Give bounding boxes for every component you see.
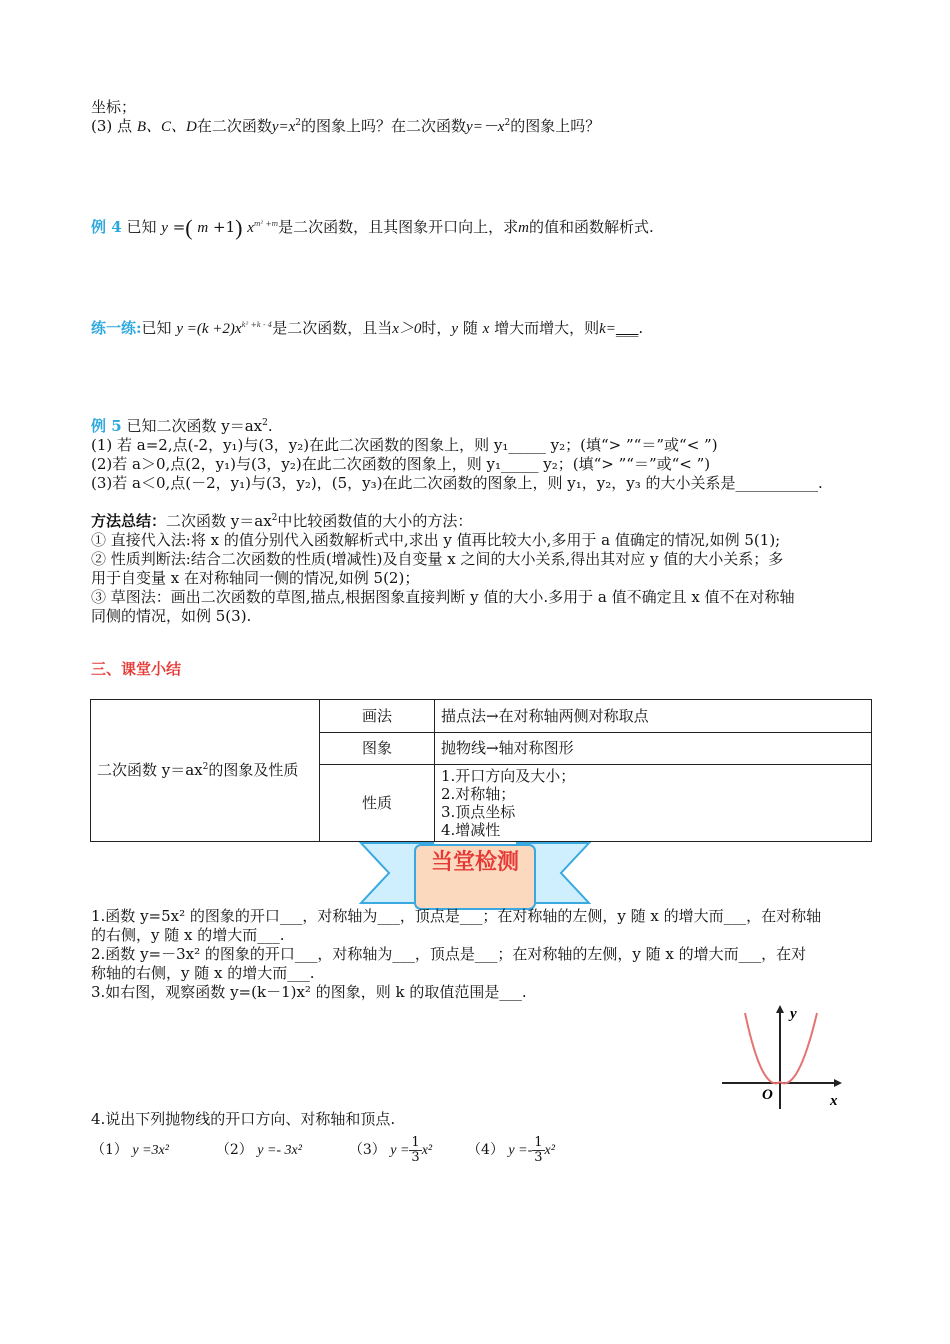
row-value-drawing: 描点法→在对称轴两侧对称取点 xyxy=(435,700,872,733)
example-5-q3: (3)若 a＜0,点(－2，y₁)与(3，y₂)，(5，y₃)在此二次函数的图象上，则 y₁，y₂，y₃ 的大小关系是___________. xyxy=(91,474,823,492)
method-2a: ② 性质判断法:结合二次函数的性质(增减性)及自变量 x 之间的大小关系,得出其对应 y 值的大小关系；多 xyxy=(91,550,784,568)
parabola-graph xyxy=(720,1003,850,1111)
exercise-4-items xyxy=(91,1136,555,1164)
banner-title: 当堂检测 xyxy=(430,850,519,875)
y-axis-label: y xyxy=(790,1006,797,1022)
exercise-4: 4.说出下列抛物线的开口方向、对称轴和顶点. xyxy=(91,1110,396,1128)
method-3a: ③ 草图法：画出二次函数的草图,描点,根据图象直接判断 y 值的大小.多用于 a 值不确定且 x 值不在对称轴 xyxy=(91,588,795,606)
method-label: 方法总结： xyxy=(91,512,167,530)
x-axis-label: x xyxy=(830,1093,838,1109)
property-item: 1.开口方向及大小； xyxy=(441,767,576,785)
practice: 练一练:已知 $y =(k +2)x^{k^2 +k - 4}$是二次函数，且当x＞0时，y 随 x 增大而增大，则k=___. xyxy=(91,319,644,337)
method-3b: 同侧的情况，如例 5(3). xyxy=(91,607,252,625)
method-title: 方法总结：二次函数 $y=ax^2$中比较函数值的大小的方法： xyxy=(91,512,473,530)
method-2b: 用于自变量 x 在对称轴同一侧的情况,如例 5(2)； xyxy=(91,569,420,587)
item-3: （3） y = $\frac{1}{3}$ x² xyxy=(348,1135,433,1165)
item-4: （4） y =- $\frac{1}{3}$ x² xyxy=(467,1135,555,1165)
exercise-2a: 2.函数 y=－3x² 的图象的开口___，对称轴为___，顶点是___；在对称轴的左侧，y 随 x 的增大而___，在对 xyxy=(91,945,807,963)
item-2: （2） y =- 3x² xyxy=(215,1142,302,1159)
summary-table xyxy=(90,699,872,842)
example-4-label: 例 4 xyxy=(91,218,122,236)
row-key-properties: 性质 xyxy=(320,765,435,842)
exercise-2b: 称轴的右侧，y 随 x 的增大而___. xyxy=(91,964,315,982)
example-5-label: 例 5 xyxy=(91,417,122,435)
property-item: 2.对称轴； xyxy=(441,785,516,803)
exercise-1b: 的右侧，y 随 x 的增大而___. xyxy=(91,926,285,944)
question-3: (3) 点 B、C、D在二次函数$y=x^2$的图象上吗？在二次函数$y=-x^2$的图象上吗？ xyxy=(91,117,601,135)
row-key-graph: 图象 xyxy=(320,733,435,765)
example-5: 例 5 已知二次函数 $y=ax^2$. xyxy=(91,417,273,435)
row-value-graph: 抛物线→轴对称图形 xyxy=(435,733,872,765)
row-key-drawing: 画法 xyxy=(320,700,435,733)
row-value-properties xyxy=(435,765,872,842)
summary-subject: 二次函数 $y=ax^2$的图象及性质 xyxy=(91,700,320,842)
coord-tail: 坐标； xyxy=(91,98,137,116)
method-1: ① 直接代入法:将 x 的值分别代入函数解析式中,求出 y 值再比较大小,多用于 a 值确定的情况,如例 5(1); xyxy=(91,531,781,549)
example-5-q1: (1) 若 a=2,点(-2，y₁)与(3，y₂)在此二次函数的图象上，则 y₁_____ y₂；(填“> ”“＝”或“< ”) xyxy=(91,436,718,454)
item-1: （1） y =3x² xyxy=(91,1142,169,1159)
example-4: 例 4 已知 y =( m +1) $x^{m^2 +m}$是二次函数，且其图象开口向上，求m的值和函数解析式. xyxy=(91,215,654,240)
example-5-q2: (2)若 a＞0,点(2，y₁)与(3，y₂)在此二次函数的图象上，则 y₁_____ y₂；(填“> ”“＝”或“< ”) xyxy=(91,455,711,473)
property-item: 4.增减性 xyxy=(441,821,501,839)
exercise-1a: 1.函数 y=5x² 的图象的开口___，对称轴为___，顶点是___；在对称轴的左侧，y 随 x 的增大而___，在对称轴 xyxy=(91,907,822,925)
practice-label: 练一练: xyxy=(91,319,142,337)
exercise-3: 3.如右图，观察函数 y=(k－1)x² 的图象，则 k 的取值范围是___. xyxy=(91,983,527,1001)
section-heading: 三、课堂小结 xyxy=(91,660,182,678)
origin-label: O xyxy=(762,1087,773,1103)
property-item: 3.顶点坐标 xyxy=(441,803,516,821)
